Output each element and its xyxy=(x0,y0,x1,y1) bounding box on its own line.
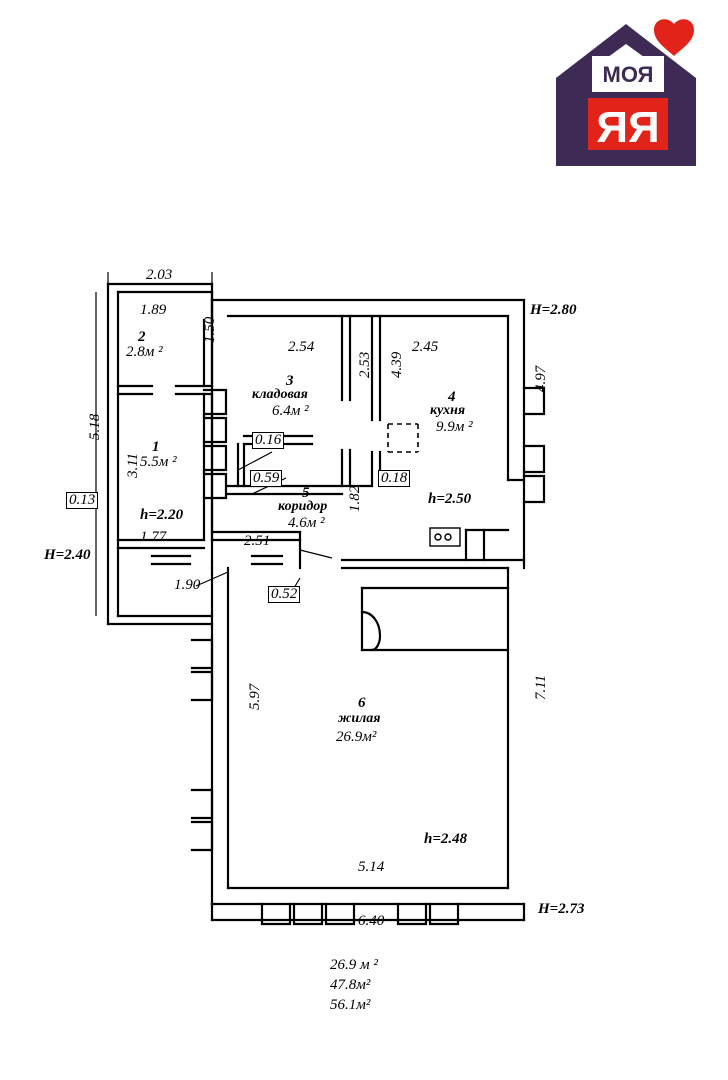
room-6-number: 6 xyxy=(358,695,366,711)
total-overall-area: 56.1м² xyxy=(330,997,371,1013)
dimension-1-77: 1.77 xyxy=(140,529,167,545)
dimension-5-18: 5.18 xyxy=(87,413,103,440)
area-totals xyxy=(330,955,378,1015)
dimension-2-03: 2.03 xyxy=(146,267,173,283)
room-1-area: 5.5м ² xyxy=(140,454,177,470)
dimension-0-16: 0.16 xyxy=(252,432,284,449)
dimension-1-50: 1.50 xyxy=(202,316,218,343)
logo-moya-ya xyxy=(548,16,708,168)
height-left: Н=2.40 xyxy=(44,547,91,563)
dimension-5-97: 5.97 xyxy=(247,683,263,710)
height-main: Н=2.80 xyxy=(530,302,577,318)
dimension-1-90: 1.90 xyxy=(174,577,201,593)
height-kitchen: h=2.50 xyxy=(428,491,472,507)
room-2-area: 2.8м ² xyxy=(126,344,163,360)
dimension-0-18: 0.18 xyxy=(378,470,410,487)
dimension-0-52: 0.52 xyxy=(268,586,300,603)
dimension-4-39: 4.39 xyxy=(389,351,405,378)
total-usable-area: 47.8м² xyxy=(330,977,371,993)
room-5-number: 5 xyxy=(302,485,310,501)
dimension-0-13: 0.13 xyxy=(66,492,98,509)
dimension-7-11: 7.11 xyxy=(533,674,549,700)
dimension-0-59: 0.59 xyxy=(250,470,282,487)
height-room-1: h=2.20 xyxy=(140,507,184,523)
height-bottom: Н=2.73 xyxy=(538,901,585,917)
dimension-2-54: 2.54 xyxy=(288,339,315,355)
room-4-number: 4 xyxy=(448,389,456,405)
room-3-name: кладовая xyxy=(252,387,308,402)
dimension-2-53: 2.53 xyxy=(357,351,373,378)
room-2-number: 2 xyxy=(138,329,146,345)
dimension-5-14: 5.14 xyxy=(358,859,385,875)
dimension-4-97: 4.97 xyxy=(533,365,549,392)
room-6-area: 26.9м² xyxy=(336,729,377,745)
total-living-area: 26.9 м ² xyxy=(330,957,378,973)
height-living: h=2.48 xyxy=(424,831,468,847)
room-3-area: 6.4м ² xyxy=(272,403,309,419)
dimension-6-40: 6.40 xyxy=(358,913,385,929)
logo-top-text: МОЯ xyxy=(602,62,654,87)
room-5-area: 4.6м ² xyxy=(288,515,325,531)
room-5-name: коридор xyxy=(278,499,328,514)
room-4-area: 9.9м ² xyxy=(436,419,473,435)
room-4-name: кухня xyxy=(430,403,466,418)
logo-main-text: ЯЯ xyxy=(596,103,660,152)
dimension-1-89: 1.89 xyxy=(140,302,167,318)
dimension-3-11: 3.11 xyxy=(125,452,141,478)
room-3-number: 3 xyxy=(286,373,294,389)
room-1-number: 1 xyxy=(152,439,160,455)
room-6-name: жилая xyxy=(338,711,381,726)
dimension-2-45: 2.45 xyxy=(412,339,439,355)
dimension-1-82: 1.82 xyxy=(347,485,363,512)
dimension-2-51: 2.51 xyxy=(244,533,271,549)
